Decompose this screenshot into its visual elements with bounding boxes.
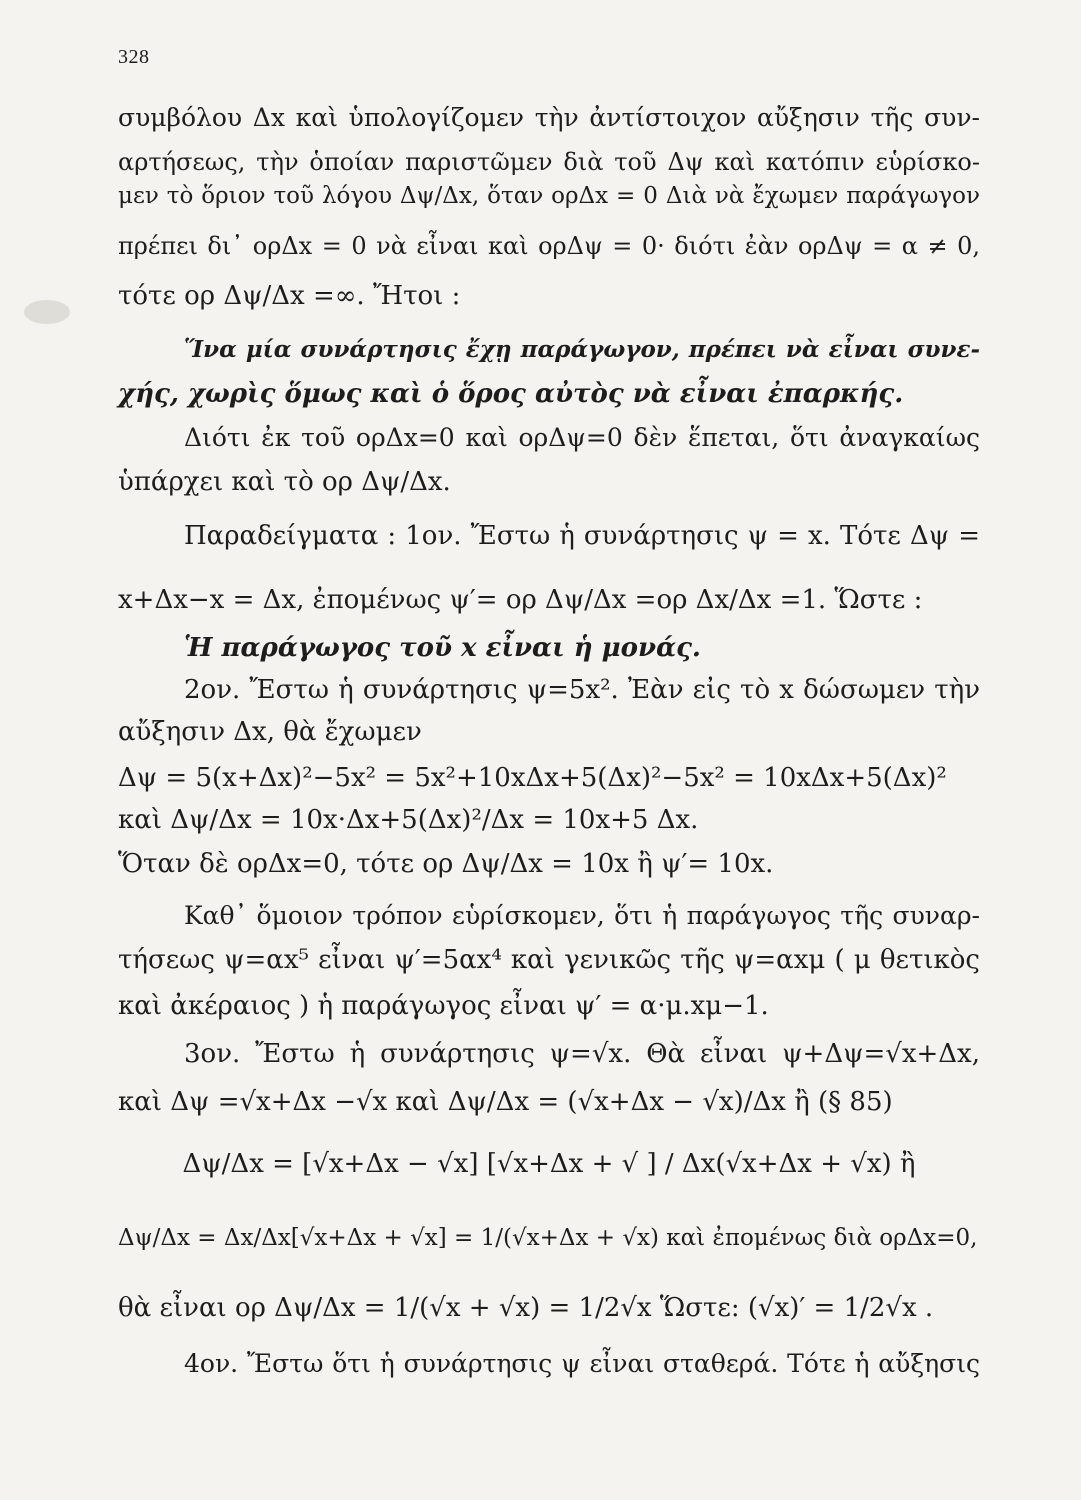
text-line: Καθ᾽ ὅμοιον τρόπον εὑρίσκομεν, ὅτι ἡ παράγωγος τῆς συναρ-: [184, 901, 980, 930]
page-stain: [24, 300, 70, 324]
text-line: τότε ορ Δψ/Δx =∞. Ἤτοι :: [118, 281, 461, 311]
equation-line: Δψ = 5(x+Δx)²−5x² = 5x²+10xΔx+5(Δx)²−5x² = 10xΔx+5(Δx)²: [118, 763, 947, 793]
theorem-line: Ἡ παράγωγος τοῦ x εἶναι ἡ μονάς.: [184, 633, 701, 663]
text-line: 4ον. Ἔστω ὅτι ἡ συνάρτησις ψ εἶναι σταθερά. Τότε ἡ αὔξησις: [184, 1349, 980, 1378]
text-line: ὑπάρχει καὶ τὸ ορ Δψ/Δx.: [118, 467, 451, 497]
text-line: αὔξησιν Δx, θὰ ἔχωμεν: [118, 717, 422, 747]
text-line: x+Δx−x = Δx, ἐπομένως ψ′= ορ Δψ/Δx =ορ Δx/Δx =1. Ὥστε :: [118, 585, 923, 615]
text-line: μεν τὸ ὅριον τοῦ λόγου Δψ/Δx, ὅταν ορΔx = 0 Διὰ νὰ ἔχωμεν παράγωγον: [118, 183, 980, 209]
page-number: 328: [118, 46, 150, 68]
text-line: καὶ ἀκέραιος ) ἡ παράγωγος εἶναι ψ′ = α·μ.xμ−1.: [118, 991, 769, 1021]
equation-line: θὰ εἶναι ορ Δψ/Δx = 1/(√x + √x) = 1/2√x Ὥστε: (√x)′ = 1/2√x .: [118, 1293, 934, 1323]
text-line: τήσεως ψ=αx⁵ εἶναι ψ′=5αx⁴ καὶ γενικῶς τῆς ψ=αxμ ( μ θετικὸς: [118, 945, 980, 975]
equation-line: Δψ/Δx = Δx/Δx[√x+Δx + √x] = 1/(√x+Δx + √x) καὶ ἐπομένως διὰ ορΔx=0,: [118, 1225, 978, 1251]
equation-line: καὶ Δψ =√x+Δx −√x καὶ Δψ/Δx = (√x+Δx − √x)/Δx ἢ (§ 85): [118, 1087, 893, 1117]
text-line: Διότι ἐκ τοῦ ορΔx=0 καὶ ορΔψ=0 δὲν ἕπεται, ὅτι ἀναγκαίως: [184, 423, 980, 452]
examples-heading-line: Παραδείγματα : 1ον. Ἔστω ἡ συνάρτησις ψ = x. Τότε Δψ =: [184, 521, 980, 551]
text-line: 3ον. Ἔστω ἡ συνάρτησις ψ=√x. Θὰ εἶναι ψ+Δψ=√x+Δx,: [184, 1039, 980, 1069]
equation-line: Δψ/Δx = [√x+Δx − √x] [√x+Δx + √ ] / Δx(√x+Δx + √x) ἢ: [182, 1149, 916, 1179]
text-line: 2ον. Ἔστω ἡ συνάρτησις ψ=5x². Ἐὰν εἰς τὸ x δώσωμεν τὴν: [184, 675, 980, 705]
text-line: πρέπει δι᾽ ορΔx = 0 νὰ εἶναι καὶ ορΔψ = 0· διότι ἐὰν ορΔψ = α ≠ 0,: [118, 232, 980, 260]
text-line: αρτήσεως, τὴν ὁποίαν παριστῶμεν διὰ τοῦ Δψ καὶ κατόπιν εὑρίσκο-: [118, 148, 980, 176]
theorem-line: χής, χωρὶς ὅμως καὶ ὁ ὅρος αὐτὸς νὰ εἶναι ἐπαρκής.: [118, 379, 904, 409]
theorem-line: Ἵνα μία συνάρτησις ἔχῃ παράγωγον, πρέπει νὰ εἶναι συνε-: [184, 336, 980, 363]
text-line: συμβόλου Δx καὶ ὑπολογίζομεν τὴν ἀντίστοιχον αὔξησιν τῆς συν-: [118, 103, 980, 132]
text-line: Ὅταν δὲ ορΔx=0, τότε ορ Δψ/Δx = 10x ἢ ψ′= 10x.: [118, 849, 774, 879]
equation-line: καὶ Δψ/Δx = 10x·Δx+5(Δx)²/Δx = 10x+5 Δx.: [118, 805, 699, 835]
